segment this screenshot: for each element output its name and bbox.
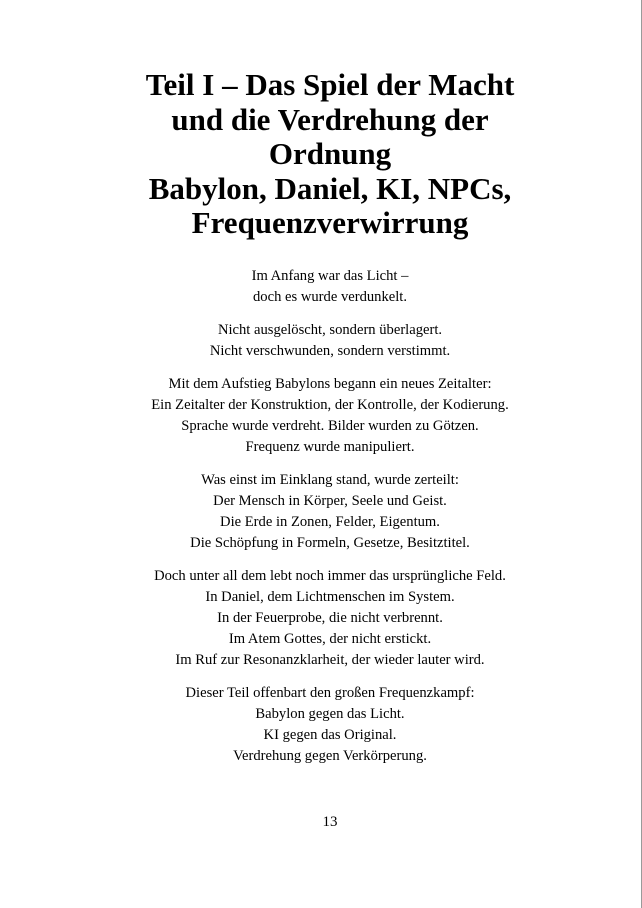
stanza: [40, 683, 620, 767]
verse-line: Im Ruf zur Resonanzklarheit, der wieder lauter wird.: [175, 652, 485, 668]
verse-line: Die Schöpfung in Formeln, Gesetze, Besitztitel.: [190, 535, 470, 551]
verse-line: Was einst im Einklang stand, wurde zerteilt:: [201, 472, 459, 488]
stanza: [40, 266, 620, 308]
stanza: [40, 320, 620, 362]
verse-line: Babylon gegen das Licht.: [255, 706, 405, 722]
verse-line: Verdrehung gegen Verkörperung.: [233, 748, 427, 764]
verse-line: Sprache wurde verdreht. Bilder wurden zu Götzen.: [181, 418, 479, 434]
title-line: Ordnung: [268, 136, 392, 171]
stanza: [40, 374, 620, 458]
verse-line: In Daniel, dem Lichtmenschen im System.: [205, 589, 455, 605]
verse-line: doch es wurde verdunkelt.: [253, 289, 407, 305]
title-line: Frequenzverwirrung: [191, 205, 469, 240]
verse-line: Die Erde in Zonen, Felder, Eigentum.: [220, 514, 440, 530]
verse-line: Ein Zeitalter der Konstruktion, der Kontrolle, der Kodierung.: [151, 397, 509, 413]
title-line: und die Verdrehung der: [171, 101, 489, 137]
verse-line: Nicht verschwunden, sondern verstimmt.: [209, 343, 451, 359]
verse-line: Im Anfang war das Licht –: [251, 268, 409, 284]
title-line: Babylon, Daniel, KI, NPCs,: [148, 170, 512, 206]
verse-line: Mit dem Aufstieg Babylons begann ein neues Zeitalter:: [168, 376, 492, 392]
chapter-title: [60, 68, 600, 241]
verse-line: In der Feuerprobe, die nicht verbrennt.: [217, 610, 443, 626]
verse-line: Im Atem Gottes, der nicht erstickt.: [228, 631, 432, 647]
stanza: [40, 470, 620, 554]
poem-body: [40, 266, 620, 779]
page-number: 13: [322, 814, 338, 830]
verse-line: Der Mensch in Körper, Seele und Geist.: [213, 493, 447, 509]
verse-line: Dieser Teil offenbart den großen Frequenzkampf:: [185, 685, 475, 701]
title-line: Teil I – Das Spiel der Macht: [145, 67, 515, 102]
verse-line: Nicht ausgelöscht, sondern überlagert.: [217, 322, 443, 338]
verse-line: Frequenz wurde manipuliert.: [245, 439, 415, 455]
verse-line: Doch unter all dem lebt noch immer das ursprüngliche Feld.: [154, 568, 506, 584]
verse-line: KI gegen das Original.: [263, 727, 397, 743]
stanza: [40, 566, 620, 671]
